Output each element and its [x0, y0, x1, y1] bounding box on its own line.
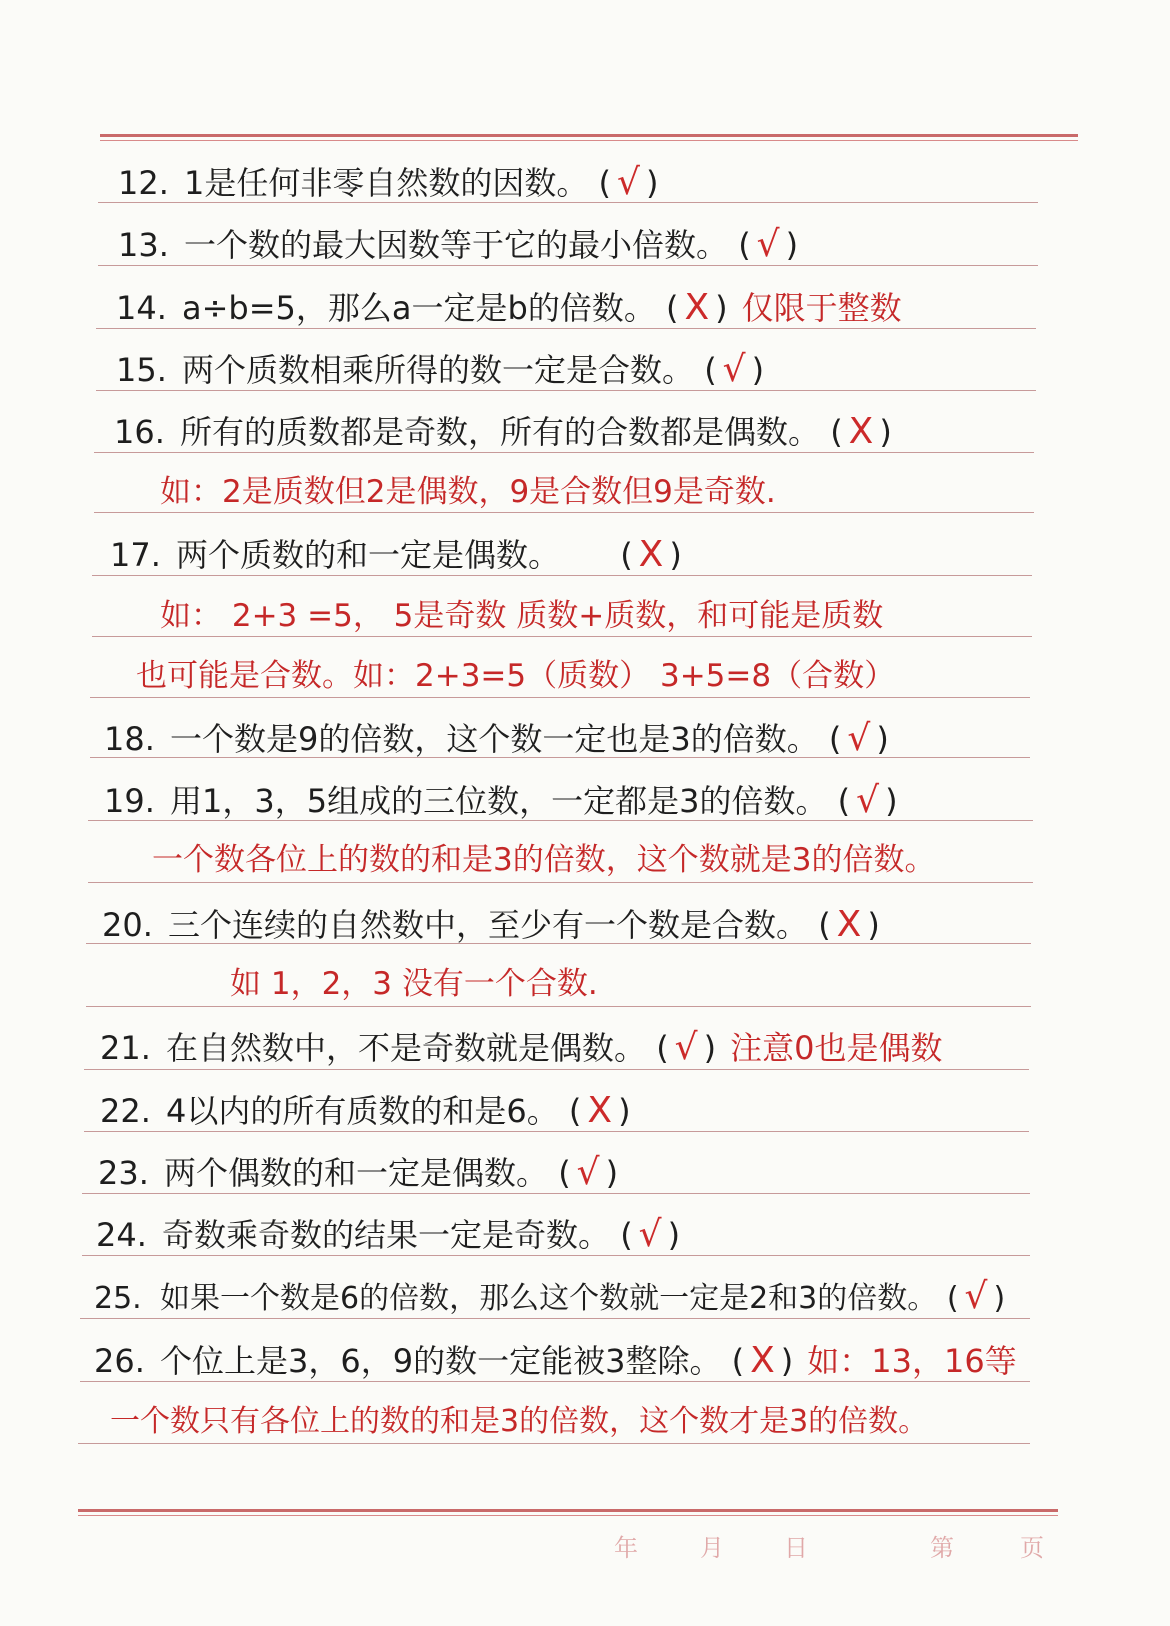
question-text: a÷b=5，那么a一定是b的倍数。 [182, 289, 656, 327]
question-text: 奇数乘奇数的结果一定是奇数。 [162, 1216, 611, 1254]
cross-mark-icon: X [638, 534, 664, 575]
question-row-24: 24. 奇数乘奇数的结果一定是奇数。 ( √ ) [96, 1212, 680, 1258]
question-row-19: 19. 用1，3，5组成的三位数，一定都是3的倍数。 ( √ ) [104, 778, 898, 824]
question-number: 15. [116, 351, 167, 389]
check-mark-icon: √ [964, 1276, 988, 1317]
correction-note: 注意0也是偶数 [730, 1029, 943, 1067]
question-row-26: 26. 个位上是3，6，9的数一定能被3整除。 ( X ) 如：13，16等 [94, 1338, 1017, 1384]
check-mark-icon: √ [674, 1027, 698, 1068]
check-mark-icon: √ [638, 1214, 662, 1255]
check-mark-icon: √ [617, 162, 640, 203]
question-row-16: 16. 所有的质数都是奇数，所有的合数都是偶数。 ( X ) [114, 409, 892, 455]
correction-note: 仅限于整数 [741, 289, 902, 327]
question-number: 23. [98, 1154, 149, 1192]
question-row-21: 21. 在自然数中，不是奇数就是偶数。 ( √ ) 注意0也是偶数 [100, 1025, 942, 1071]
footer-month: 月 [700, 1534, 724, 1562]
annotation-q19: 一个数各位上的数的和是3的倍数，这个数就是3的倍数。 [152, 842, 936, 878]
question-number: 24. [96, 1216, 147, 1254]
check-mark-icon: √ [756, 224, 780, 265]
footer-page-prefix: 第 [930, 1534, 954, 1562]
question-number: 17. [110, 536, 161, 574]
question-row-20: 20. 三个连续的自然数中，至少有一个数是合数。 ( X ) [102, 902, 880, 948]
question-number: 13. [118, 226, 169, 264]
question-row-22: 22. 4以内的所有质数的和是6。 ( X ) [100, 1088, 631, 1134]
cross-mark-icon: X [587, 1090, 613, 1131]
question-text: 一个数的最大因数等于它的最小倍数。 [184, 226, 729, 264]
cross-mark-icon: X [836, 904, 862, 945]
question-text: 在自然数中，不是奇数就是偶数。 [166, 1029, 647, 1067]
check-mark-icon: √ [722, 349, 746, 390]
question-number: 26. [94, 1342, 145, 1380]
question-row-25: 25. 如果一个数是6的倍数，那么这个数就一定是2和3的倍数。 ( √ ) [94, 1274, 1005, 1320]
question-text: 一个数是9的倍数，这个数一定也是3的倍数。 [170, 720, 819, 758]
annotation-q17-line1: 如： 2+3 =5， 5是奇数 质数+质数，和可能是质数 [160, 598, 884, 634]
annotation-q20: 如 1，2，3 没有一个合数. [230, 966, 598, 1002]
check-mark-icon: √ [576, 1152, 600, 1193]
footer-year: 年 [614, 1534, 638, 1562]
question-text: 如果一个数是6的倍数，那么这个数就一定是2和3的倍数。 [160, 1281, 938, 1316]
question-number: 25. [94, 1281, 142, 1316]
question-text: 两个偶数的和一定是偶数。 [164, 1154, 549, 1192]
ruled-line [88, 882, 1033, 883]
question-number: 22. [100, 1092, 151, 1130]
annotation-q26: 一个数只有各位上的数的和是3的倍数，这个数才是3的倍数。 [110, 1404, 929, 1439]
correction-note: 如：13，16等 [807, 1342, 1017, 1380]
question-row-12: 12. 1是任何非零自然数的因数。 ( √ ) [118, 160, 658, 206]
question-row-13: 13. 一个数的最大因数等于它的最小倍数。 ( √ ) [118, 222, 798, 268]
question-number: 21. [100, 1029, 151, 1067]
annotation-q16: 如：2是质数但2是偶数，9是合数但9是奇数. [160, 474, 776, 510]
question-text: 用1，3，5组成的三位数，一定都是3的倍数。 [170, 782, 828, 820]
bottom-double-rule [78, 1509, 1058, 1516]
check-mark-icon: √ [847, 718, 871, 759]
cross-mark-icon: X [750, 1340, 775, 1381]
question-number: 18. [104, 720, 155, 758]
check-mark-icon: √ [856, 780, 880, 821]
cross-mark-icon: X [848, 411, 874, 452]
question-text: 两个质数的和一定是偶数。 [176, 536, 561, 574]
footer-page-suffix: 页 [1020, 1534, 1044, 1562]
question-row-15: 15. 两个质数相乘所得的数一定是合数。 ( √ ) [116, 347, 764, 393]
ruled-line [86, 1006, 1031, 1007]
question-row-14: 14. a÷b=5，那么a一定是b的倍数。 ( X ) 仅限于整数 [116, 285, 902, 331]
question-text: 三个连续的自然数中，至少有一个数是合数。 [168, 906, 809, 944]
question-row-23: 23. 两个偶数的和一定是偶数。 ( √ ) [98, 1150, 618, 1196]
question-text: 两个质数相乘所得的数一定是合数。 [182, 351, 695, 389]
question-number: 12. [118, 164, 169, 202]
question-number: 20. [102, 906, 153, 944]
question-text: 所有的质数都是奇数，所有的合数都是偶数。 [180, 413, 821, 451]
footer-day: 日 [784, 1534, 808, 1562]
annotation-q17-line2: 也可能是合数。如：2+3=5（质数） 3+5=8（合数） [136, 658, 896, 694]
question-number: 16. [114, 413, 165, 451]
question-number: 19. [104, 782, 155, 820]
question-row-18: 18. 一个数是9的倍数，这个数一定也是3的倍数。 ( √ ) [104, 716, 889, 762]
question-number: 14. [116, 289, 167, 327]
question-row-17: 17. 两个质数的和一定是偶数。 ( X ) [110, 532, 682, 578]
question-text: 1是任何非零自然数的因数。 [184, 164, 589, 202]
top-double-rule [100, 134, 1078, 141]
cross-mark-icon: X [684, 287, 710, 328]
question-text: 4以内的所有质数的和是6。 [166, 1092, 559, 1130]
question-text: 个位上是3，6，9的数一定能被3整除。 [160, 1342, 722, 1380]
